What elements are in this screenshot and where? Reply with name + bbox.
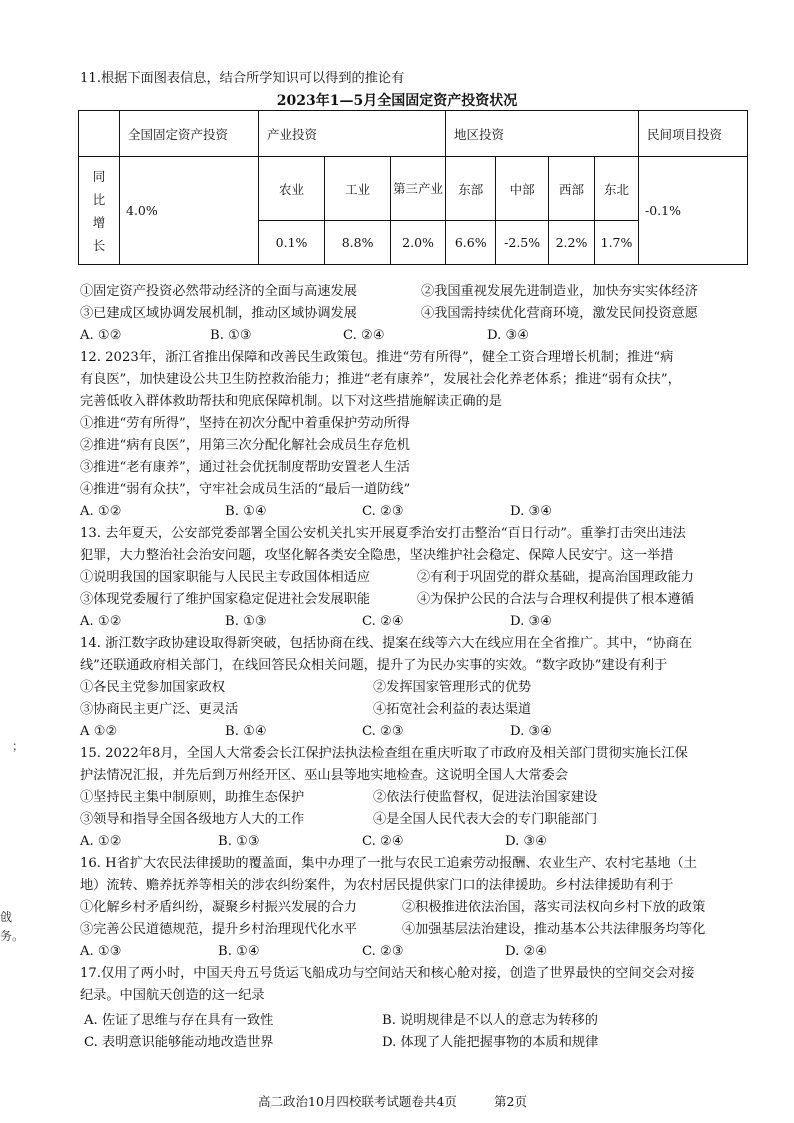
q11-statement-1: ①固定资产投资必然带动经济的全面与高速发展: [80, 284, 357, 299]
total-value: 4.0%: [120, 157, 259, 265]
option-a[interactable]: A. ①②: [80, 328, 122, 343]
q16-statement-1: ①化解乡村矛盾纠纷，凝聚乡村振兴发展的合力: [80, 900, 357, 915]
q17-stem-line-2: 纪录。中国航天创造的这一纪录: [80, 988, 265, 1003]
option-b[interactable]: B. ①③: [218, 834, 260, 849]
margin-mark: 戗: [0, 910, 13, 924]
q15-statement-2: ②依法行使监督权，促进法治国家建设: [373, 790, 598, 805]
q16-statement-4: ④加强基层法治建设，推动基本公共法律服务均等化: [402, 922, 706, 937]
q15-statement-4: ④是全国人民代表大会的专门职能部门: [373, 812, 598, 827]
option-d[interactable]: D. ②④: [505, 944, 548, 959]
option-c[interactable]: C. ②③: [362, 724, 404, 739]
q13-statement-4: ④为保护公民的合法与合理权利提供了根本遵循: [417, 592, 694, 607]
option-c[interactable]: C. ②④: [362, 834, 404, 849]
header-region: 地区投资: [446, 111, 639, 157]
q15-stem-line-2: 护法情况汇报，并先后到万州经开区、巫山县等地实地检查。这说明全国人大常委会: [80, 768, 568, 783]
col-east: 东部: [446, 157, 496, 221]
q15-stem-line-1: 15. 2022年8月，全国人大常委会长江保护法执法检查组在重庆听取了市政府及相关部门贯彻实施长江保: [80, 746, 688, 761]
private-value: -0.1%: [639, 157, 748, 265]
q16-stem-line-1: 16. H省扩大农民法律援助的覆盖面，集中办理了一批与农民工追索劳动报酬、农业生产、农村宅基地（土: [80, 856, 697, 871]
q12-statement-3: ③推进“老有康养”，通过社会优抚制度帮助安置老人生活: [80, 460, 410, 475]
q14-statement-4: ④拓宽社会利益的表达渠道: [373, 702, 532, 717]
q12-statement-4: ④推进“弱有众扶”，守牢社会成员生活的“最后一道防线”: [80, 482, 411, 497]
q13-stem-line-1: 13. 去年夏天，公安部党委部署全国公安机关扎实开展夏季治安打击整治“百日行动”。重拳打击突出违法: [80, 526, 686, 541]
q13-statement-2: ②有利于巩固党的群众基础，提高治国理政能力: [417, 570, 694, 585]
table-corner-cell: [79, 111, 120, 157]
page-number: 第2页: [494, 1094, 527, 1109]
option-c[interactable]: C. ②③: [362, 944, 404, 959]
option-a[interactable]: A. 佐证了思维与存在具有一致性: [84, 1013, 274, 1028]
col-agriculture: 农业: [259, 157, 325, 221]
option-c[interactable]: C. ②④: [343, 328, 385, 343]
q17-stem-line-1: 17.仅用了两小时，中国天舟五号货运飞船成功与空间站天和核心舱对接，创造了世界最快的空间交会对接: [80, 966, 695, 981]
val-west: 2.2%: [548, 221, 594, 265]
q12-stem-line-3: 完善低收入群体救助帮扶和兜底保障机制。以下对这些措施解读正确的是: [80, 394, 502, 409]
q14-statement-3: ③协商民主更广泛、更灵活: [80, 702, 239, 717]
option-b[interactable]: B. ①③: [210, 328, 252, 343]
option-c[interactable]: C. ②③: [362, 504, 404, 519]
q16-statement-2: ②积极推进依法治国，落实司法权向乡村下放的政策: [402, 900, 706, 915]
q12-stem-line-1: 12. 2023年，浙江省推出保障和改善民生政策包。推进“劳有所得”，健全工资合理增长机制；推进“病: [80, 350, 674, 365]
q15-statement-1: ①坚持民主集中制原则，助推生态保护: [80, 790, 305, 805]
col-tertiary: 第三产业: [391, 157, 446, 221]
option-a[interactable]: A. ①②: [80, 834, 122, 849]
option-d[interactable]: D. ③④: [510, 724, 553, 739]
val-industry: 8.8%: [325, 221, 391, 265]
option-d[interactable]: D. ③④: [487, 328, 530, 343]
q15-statement-3: ③领导和指导全国各级地方人大的工作: [80, 812, 305, 827]
q16-stem-line-2: 地）流转、赡养抚养等相关的涉农纠纷案件，为农村居民提供家门口的法律援助。乡村法律援助有利于: [80, 878, 674, 893]
val-agriculture: 0.1%: [259, 221, 325, 265]
val-central: -2.5%: [496, 221, 549, 265]
q14-stem-line-2: 线”还联通政府相关部门，在线回答民众相关问题，提升了为民办实事的实效。“数字政协”建设有利于: [80, 658, 668, 673]
option-d[interactable]: D. ③④: [510, 504, 553, 519]
option-b[interactable]: B. ①④: [225, 724, 267, 739]
q11-statement-4: ④我国需持续优化营商环境，激发民间投资意愿: [421, 306, 698, 321]
q16-statement-3: ③完善公民道德规范，提升乡村治理现代化水平: [80, 922, 357, 937]
option-a[interactable]: A. ①③: [80, 944, 122, 959]
option-d[interactable]: D. ③④: [510, 614, 553, 629]
header-industry: 产业投资: [259, 111, 446, 157]
option-d[interactable]: D. 体现了人能把握事物的本质和规律: [382, 1035, 599, 1050]
col-west: 西部: [548, 157, 594, 221]
question-11-stem: 11.根据下面图表信息，结合所学知识可以得到的推论有: [80, 71, 405, 86]
val-tertiary: 2.0%: [391, 221, 446, 265]
margin-mark: 务。: [0, 929, 25, 943]
q14-statement-1: ①各民主党参加国家政权: [80, 680, 226, 695]
val-northeast: 1.7%: [595, 221, 639, 265]
table-title: 2023年1—5月全国固定资产投资状况: [276, 93, 518, 109]
val-east: 6.6%: [446, 221, 496, 265]
q11-statement-3: ③已建成区域协调发展机制，推动区域协调发展: [80, 306, 357, 321]
option-c[interactable]: C. ②④: [362, 614, 404, 629]
header-private: 民间项目投资: [639, 111, 748, 157]
q13-statement-3: ③体现党委履行了维护国家稳定促进社会发展职能: [80, 592, 371, 607]
q11-statement-2: ②我国重视发展先进制造业，加快夯实实体经济: [421, 284, 698, 299]
q14-statement-2: ②发挥国家管理形式的优势: [373, 680, 532, 695]
q12-stem-line-2: 有良医”，加快建设公共卫生防控救治能力；推进“老有康养”，发展社会化养老体系；推进“弱有众扶”，: [80, 372, 681, 387]
q13-stem-line-2: 犯罪，大力整治社会治安问题，攻坚化解各类安全隐患，坚决维护社会稳定、保障人民安宁。这一举措: [80, 548, 674, 563]
investment-table: [78, 110, 748, 265]
margin-mark: ；: [12, 739, 25, 753]
col-central: 中部: [496, 157, 549, 221]
q13-statement-1: ①说明我国的国家职能与人民民主专政国体相适应: [80, 570, 371, 585]
q12-statement-1: ①推进“劳有所得”，坚持在初次分配中着重保护劳动所得: [80, 416, 410, 431]
option-a[interactable]: A. ①②: [80, 614, 122, 629]
option-b[interactable]: B. ①④: [218, 944, 260, 959]
q12-statement-2: ②推进“病有良医”，用第三次分配化解社会成员生存危机: [80, 438, 410, 453]
q14-stem-line-1: 14. 浙江数字政协建设取得新突破，包括协商在线、提案在线等六大在线应用在全省推广。其中，“协商在: [80, 636, 693, 651]
option-a[interactable]: A. ①②: [80, 504, 122, 519]
option-c[interactable]: C. 表明意识能够能动地改造世界: [84, 1035, 274, 1050]
header-total: 全国固定资产投资: [120, 111, 259, 157]
col-northeast: 东北: [595, 157, 639, 221]
row-label-yoy: 同 比 增 长: [79, 157, 120, 265]
col-industry: 工业: [325, 157, 391, 221]
option-b[interactable]: B. ①④: [225, 504, 267, 519]
footer-text: 高二政治10月四校联考试题卷共4页: [258, 1094, 457, 1109]
option-b[interactable]: B. 说明规律是不以人的意志为转移的: [382, 1013, 598, 1028]
option-b[interactable]: B. ①③: [225, 614, 267, 629]
option-d[interactable]: D. ③④: [505, 834, 548, 849]
option-a[interactable]: A ①②: [80, 724, 118, 739]
